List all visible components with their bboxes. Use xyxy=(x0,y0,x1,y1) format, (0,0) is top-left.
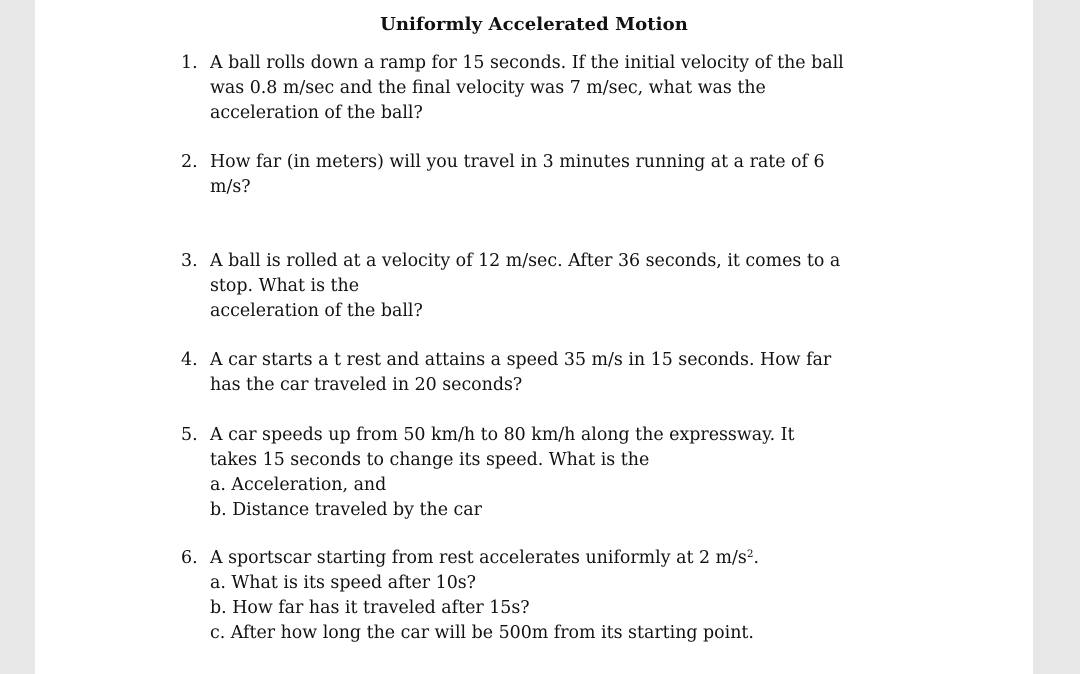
sub-question-b: b. Distance traveled by the car xyxy=(210,500,482,520)
superscript-exponent: 2 xyxy=(746,547,754,560)
question-text-line: takes 15 seconds to change its speed. What is the xyxy=(210,450,650,470)
question-text-line: stop. What is the xyxy=(210,276,360,296)
question-text-line: A car speeds up from 50 km/h to 80 km/h along the expressway. It xyxy=(210,425,795,445)
question-6 xyxy=(181,546,921,646)
question-text-line: m/s? xyxy=(210,177,251,197)
question-text: A sportscar starting from rest accelerates uniformly at 2 m/s xyxy=(210,548,747,568)
question-text-line xyxy=(210,546,921,571)
question-text-line: How far (in meters) will you travel in 3 minutes running at a rate of 6 xyxy=(210,152,825,172)
question-text-line: A ball is rolled at a velocity of 12 m/sec. After 36 seconds, it comes to a xyxy=(210,251,841,271)
question-number: 1. xyxy=(181,53,198,73)
question-text-line: acceleration of the ball? xyxy=(210,301,423,321)
question-number: 4. xyxy=(181,350,198,370)
question-4 xyxy=(181,348,921,398)
page-title: Uniformly Accelerated Motion xyxy=(380,14,688,35)
question-text-line: A car starts a t rest and attains a speed 35 m/s in 15 seconds. How far xyxy=(210,350,832,370)
sub-question-c: c. After how long the car will be 500m from its starting point. xyxy=(210,623,754,643)
question-text-line: was 0.8 m/sec and the final velocity was 7 m/sec, what was the xyxy=(210,78,766,98)
document-page xyxy=(35,0,1033,674)
question-5 xyxy=(181,423,921,523)
sub-question-a: a. Acceleration, and xyxy=(210,475,387,495)
sub-question-a: a. What is its speed after 10s? xyxy=(210,573,477,593)
question-text-line: acceleration of the ball? xyxy=(210,103,423,123)
question-text-line: A ball rolls down a ramp for 15 seconds. If the initial velocity of the ball xyxy=(210,53,844,73)
question-number: 6. xyxy=(181,548,198,568)
question-number: 2. xyxy=(181,152,198,172)
question-number: 5. xyxy=(181,425,198,445)
question-2 xyxy=(181,150,921,200)
sub-question-b: b. How far has it traveled after 15s? xyxy=(210,598,530,618)
question-3 xyxy=(181,249,921,324)
question-text-line: has the car traveled in 20 seconds? xyxy=(210,375,523,395)
question-number: 3. xyxy=(181,251,198,271)
question-text-end: . xyxy=(753,548,760,568)
question-1 xyxy=(181,51,921,126)
